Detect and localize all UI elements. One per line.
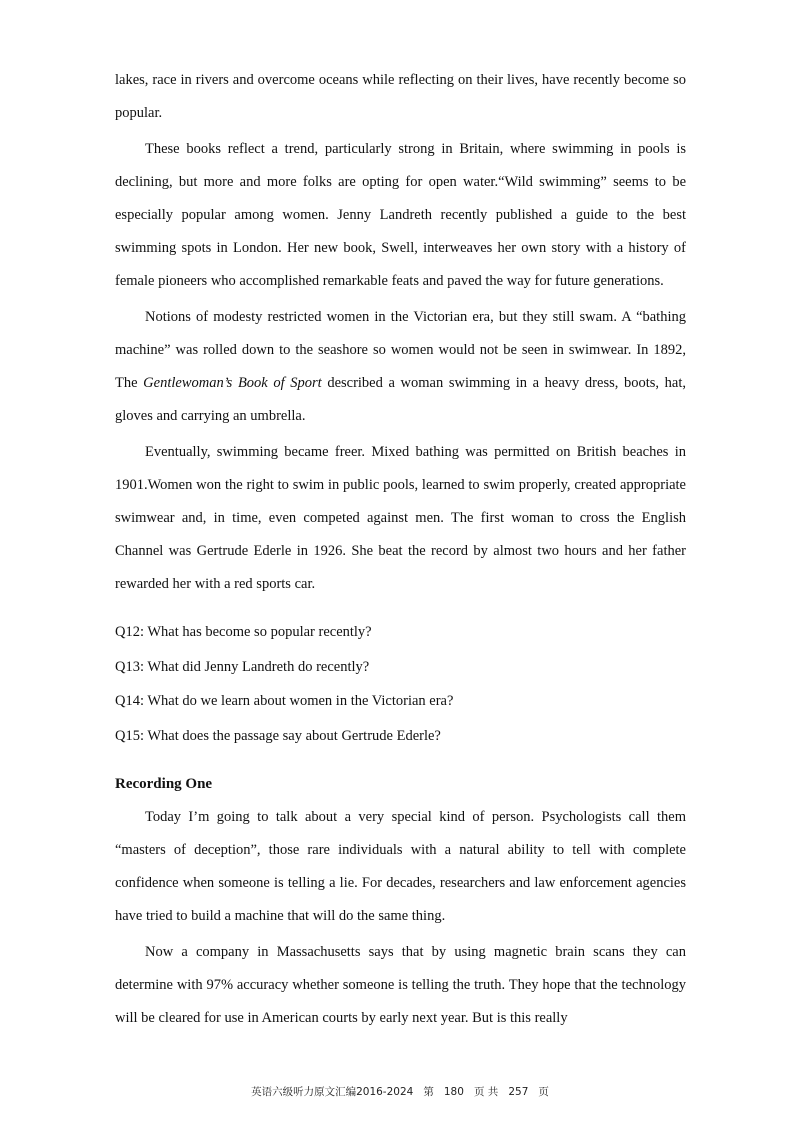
question-item: Q13: What did Jenny Landreth do recently? (115, 658, 370, 675)
recording-paragraph: Today I’m going to talk about a very special kind of person. Psychologists call them “masters of deception”, those rare individuals with a natural ability to tell with complete confidence when someone is telling a lie. For decades, researchers and law enforcement agencies have tried to build a machine that will do the same thing. (115, 809, 686, 924)
page-content (115, 64, 686, 1035)
section-heading: Recording One (115, 776, 213, 792)
page-footer (0, 1084, 800, 1099)
passage-paragraph (115, 301, 686, 433)
question-item: Q12: What has become so popular recently? (115, 624, 372, 640)
book-title: Gentlewoman’s Book of Sport (143, 375, 322, 391)
footer-page-prefix: 第 (423, 1086, 434, 1098)
passage-text: Notions of modesty restricted women in the Victorian era, but they still swam. A “bathing machine” was rolled down to the seashore so women would not be seen in swimwear. In 1892, The (115, 309, 686, 391)
passage-paragraph: Eventually, swimming became freer. Mixed bathing was permitted on British beaches in 1901.Women won the right to swim in public pools, learned to swim properly, created appropriate swimwear and, in time, even competed against men. The first woman to cross the English Channel was Gertrude Ederle in 1926. She beat the record by almost two hours and her father rewarded her with a red sports car. (115, 444, 686, 592)
footer-page-number: 180 (443, 1086, 464, 1098)
question-item: Q15: What does the passage say about Gertrude Ederle? (115, 727, 441, 744)
footer-page-suffix: 页 (538, 1086, 549, 1098)
footer-page-mid: 页 共 (473, 1086, 499, 1098)
question-list (115, 615, 686, 753)
footer-title: 英语六级听力原文汇编2016-2024 (251, 1086, 414, 1098)
recording-paragraph: Now a company in Massachusetts says that by using magnetic brain scans they can determine with 97% accuracy whether someone is telling the truth. They hope that the technology will be cleared for use in American courts by early next year. But is this really (115, 944, 686, 1026)
passage-paragraph: These books reflect a trend, particularly strong in Britain, where swimming in pools is declining, but more and more folks are opting for open water.“Wild swimming” seems to be especially popular among women. Jenny Landreth recently published a guide to the best swimming spots in London. Her new book, Swell, interweaves her own story with a history of female pioneers who accomplished remarkable feats and paved the way for future generations. (115, 141, 686, 289)
question-item: Q14: What do we learn about women in the Victorian era? (115, 693, 454, 709)
footer-total-pages: 257 (508, 1086, 529, 1098)
passage-text: described a woman swimming in a heavy dress, boots, hat, gloves and carrying an umbrella. (115, 375, 686, 424)
passage-paragraph: lakes, race in rivers and overcome oceans while reflecting on their lives, have recently become so popular. (115, 72, 686, 121)
